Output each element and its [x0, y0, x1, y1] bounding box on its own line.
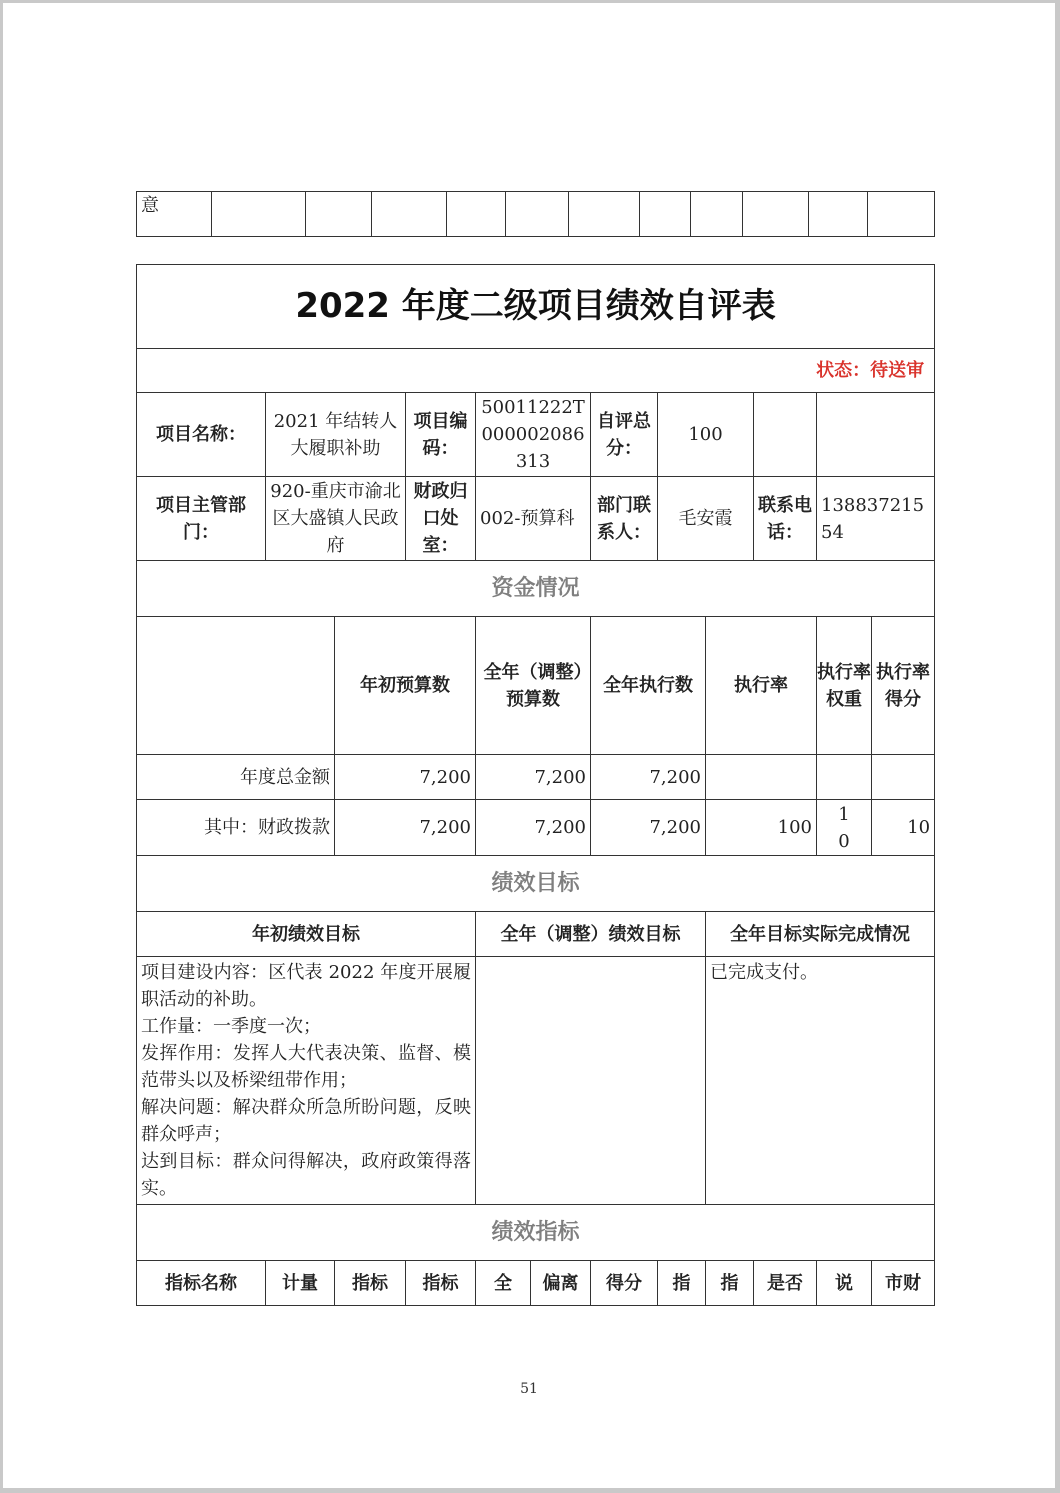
funds-cell: 7,200 — [476, 800, 591, 856]
funds-cell — [706, 755, 817, 800]
indicator-header: 指标 — [335, 1261, 406, 1306]
table-row — [137, 800, 935, 856]
indicators-section-title: 绩效指标 — [137, 1205, 935, 1261]
funds-cell: 10 — [817, 800, 872, 856]
indicator-header: 得分 — [591, 1261, 658, 1306]
phone-label: 联系电话： — [754, 477, 817, 561]
project-name-label: 项目名称： — [137, 393, 266, 477]
funds-row-label: 其中：财政拨款 — [137, 800, 335, 856]
adjusted-goal-text — [476, 957, 706, 1205]
finance-office-label: 财政归口处室： — [406, 477, 476, 561]
project-code-label: 项目编码： — [406, 393, 476, 477]
funds-cell — [817, 755, 872, 800]
indicator-header: 指标 — [406, 1261, 476, 1306]
funds-cell: 7,200 — [591, 755, 706, 800]
funds-header-rate: 执行率 — [706, 617, 817, 755]
project-name: 2021 年结转人大履职补助 — [266, 393, 406, 477]
indicators-header-row — [137, 1261, 935, 1306]
indicator-header: 说 — [817, 1261, 872, 1306]
funds-header-executed: 全年执行数 — [591, 617, 706, 755]
self-score-label: 自评总分： — [591, 393, 658, 477]
evaluation-table — [136, 264, 935, 1306]
funds-header-adjusted: 全年（调整）预算数 — [476, 617, 591, 755]
indicator-header: 是否 — [754, 1261, 817, 1306]
phone-value: 13883721554 — [817, 477, 935, 561]
dept-value: 920-重庆市渝北区大盛镇人民政府 — [266, 477, 406, 561]
funds-header-weight: 执行率权重 — [817, 617, 872, 755]
funds-header-score: 执行率得分 — [872, 617, 935, 755]
indicator-header: 指标名称 — [137, 1261, 266, 1306]
funds-section-title: 资金情况 — [137, 561, 935, 617]
funds-header-initial: 年初预算数 — [335, 617, 476, 755]
indicator-header: 市财 — [872, 1261, 935, 1306]
indicator-header: 计量 — [266, 1261, 335, 1306]
indicator-header: 指 — [706, 1261, 754, 1306]
document-page — [3, 3, 1055, 1488]
funds-cell: 7,200 — [335, 800, 476, 856]
funds-cell: 7,200 — [335, 755, 476, 800]
goals-section-title: 绩效目标 — [137, 856, 935, 912]
dept-label: 项目主管部门： — [137, 477, 266, 561]
contact-value: 毛安霞 — [658, 477, 754, 561]
goals-header-completion: 全年目标实际完成情况 — [706, 912, 935, 957]
initial-goal-text: 项目建设内容：区代表 2022 年度开展履职活动的补助。 工作量：一季度一次； 发挥作用：发挥人大代表决策、监督、模范带头以及桥梁纽带作用； 解决问题：解决群众所急所盼问题，反映群众呼声； 达到目标：群众问得解决，政府政策得落实。 — [137, 957, 476, 1205]
completion-text: 已完成支付。 — [706, 957, 935, 1205]
funds-row-label: 年度总金额 — [137, 755, 335, 800]
funds-cell: 7,200 — [591, 800, 706, 856]
table-row — [137, 755, 935, 800]
funds-cell: 100 — [706, 800, 817, 856]
funds-cell — [872, 755, 935, 800]
goals-header-initial: 年初绩效目标 — [137, 912, 476, 957]
status-badge: 状态：待送审 — [137, 349, 935, 393]
indicator-header: 偏离 — [531, 1261, 591, 1306]
indicator-header: 指 — [658, 1261, 706, 1306]
funds-cell: 7,200 — [476, 755, 591, 800]
goals-header-adjusted: 全年（调整）绩效目标 — [476, 912, 706, 957]
finance-office-value: 002-预算科 — [476, 477, 591, 561]
fragment-cell: 意 — [137, 192, 212, 237]
self-score: 100 — [658, 393, 754, 477]
funds-cell: 10 — [872, 800, 935, 856]
project-code: 50011222T000002086313 — [476, 393, 591, 477]
page-number: 51 — [520, 1381, 538, 1397]
contact-label: 部门联系人： — [591, 477, 658, 561]
indicator-header: 全 — [476, 1261, 531, 1306]
page-title: 2022 年度二级项目绩效自评表 — [137, 265, 935, 349]
previous-table-fragment — [136, 191, 935, 237]
